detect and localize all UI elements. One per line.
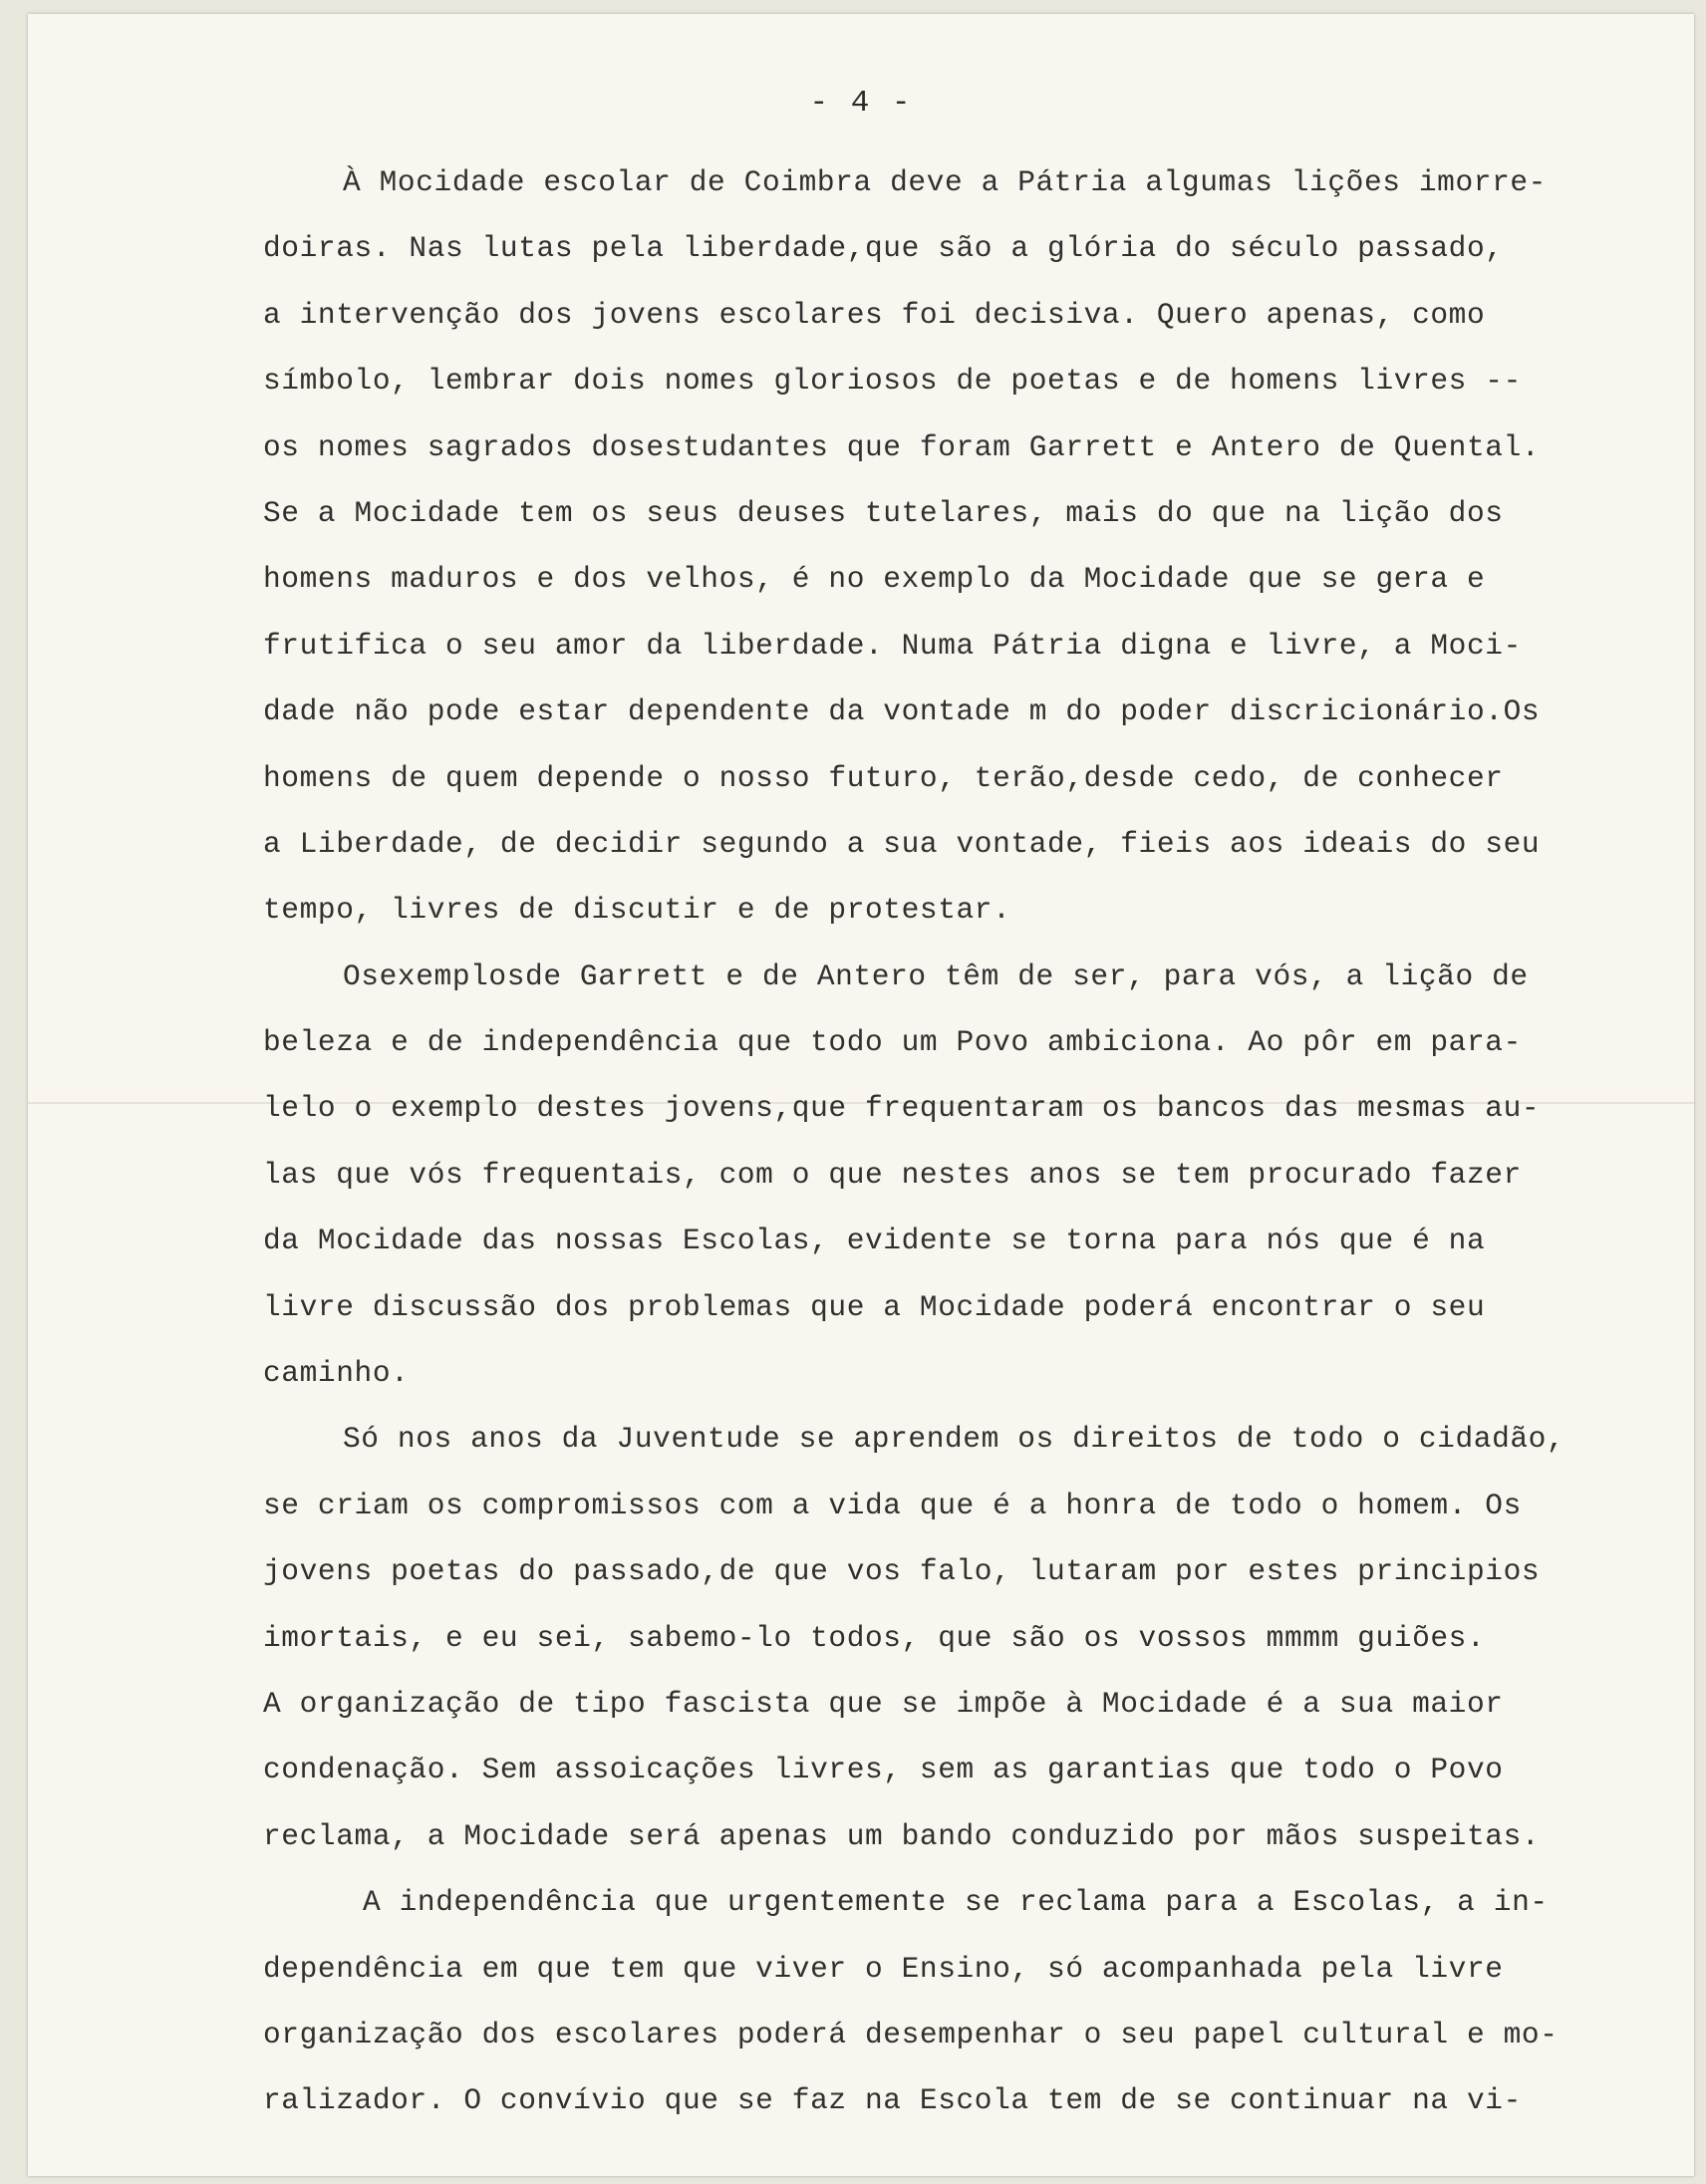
- text-line: Só nos anos da Juventude se aprendem os direitos de todo o cidadão,: [343, 1422, 1565, 1457]
- text-line: organização dos escolares poderá desempenhar o seu papel cultural e mo-: [263, 2017, 1559, 2051]
- paragraph: [263, 149, 1698, 944]
- text-line: homens maduros e dos velhos, é no exemplo da Mocidade que se gera e: [263, 562, 1486, 597]
- text-line: Se a Mocidade tem os seus deuses tutelares, mais do que na lição dos: [263, 495, 1504, 530]
- text-line: doiras. Nas lutas pela liberdade,que são a glória do século passado,: [263, 231, 1504, 266]
- text-line: imortais, e eu sei, sabemo-lo todos, que são os vossos mmmm guiões.: [263, 1620, 1486, 1655]
- text-line: tempo, livres de discutir e de protestar.: [263, 893, 1011, 928]
- text-line: A independência que urgentemente se reclama para a Escolas, a in-: [363, 1885, 1549, 1920]
- typewritten-page: [28, 14, 1694, 2176]
- text-line: ralizador. O convívio que se faz na Escola tem de se continuar na vi-: [263, 2083, 1522, 2118]
- text-line: condenação. Sem assoicações livres, sem as garantias que todo o Povo: [263, 1753, 1504, 1787]
- text-line: livre discussão dos problemas que a Mocidade poderá encontrar o seu: [263, 1289, 1486, 1324]
- text-line: símbolo, lembrar dois nomes gloriosos de poetas e de homens livres --: [263, 364, 1522, 399]
- text-line: os nomes sagrados dosestudantes que foram Garrett e Antero de Quental.: [263, 429, 1541, 464]
- text-line: las que vós frequentais, com o que nestes anos se tem procurado fazer: [263, 1157, 1522, 1192]
- text-line: caminho.: [263, 1356, 410, 1391]
- text-line: a intervenção dos jovens escolares foi decisiva. Quero apenas, como: [263, 297, 1486, 332]
- text-line: dependência em que tem que viver o Ensino, só acompanhada pela livre: [263, 1951, 1504, 1986]
- paragraph: [263, 944, 1698, 1407]
- text-line: À Mocidade escolar de Coimbra deve a Pátria algumas lições imorre-: [343, 165, 1547, 199]
- text-line: a Liberdade, de decidir segundo a sua vontade, fieis aos ideais do seu: [263, 826, 1541, 861]
- text-line: homens de quem depende o nosso futuro, terão,desde cedo, de conhecer: [263, 760, 1504, 795]
- document-body: [263, 149, 1698, 2134]
- text-line: jovens poetas do passado,de que vos falo, lutaram por estes principios: [263, 1554, 1541, 1589]
- page-number: - 4 -: [809, 86, 913, 121]
- text-line: beleza e de independência que todo um Povo ambiciona. Ao pôr em para-: [263, 1025, 1522, 1060]
- paragraph: [263, 1869, 1698, 2134]
- text-line: A organização de tipo fascista que se impõe à Mocidade é a sua maior: [263, 1686, 1504, 1721]
- text-line: reclama, a Mocidade será apenas um bando conduzido por mãos suspeitas.: [263, 1818, 1541, 1853]
- text-line: dade não pode estar dependente da vontade m do poder discricionário.Os: [263, 694, 1541, 729]
- text-line: Osexemplosde Garrett e de Antero têm de ser, para vós, a lição de: [343, 958, 1529, 993]
- paragraph: [263, 1406, 1698, 1869]
- text-line: frutifica o seu amor da liberdade. Numa Pátria digna e livre, a Moci-: [263, 628, 1522, 663]
- text-line: se criam os compromissos com a vida que é a honra de todo o homem. Os: [263, 1488, 1522, 1522]
- text-line: lelo o exemplo destes jovens,que frequentaram os bancos das mesmas au-: [263, 1091, 1541, 1126]
- text-line: da Mocidade das nossas Escolas, evidente se torna para nós que é na: [263, 1224, 1486, 1258]
